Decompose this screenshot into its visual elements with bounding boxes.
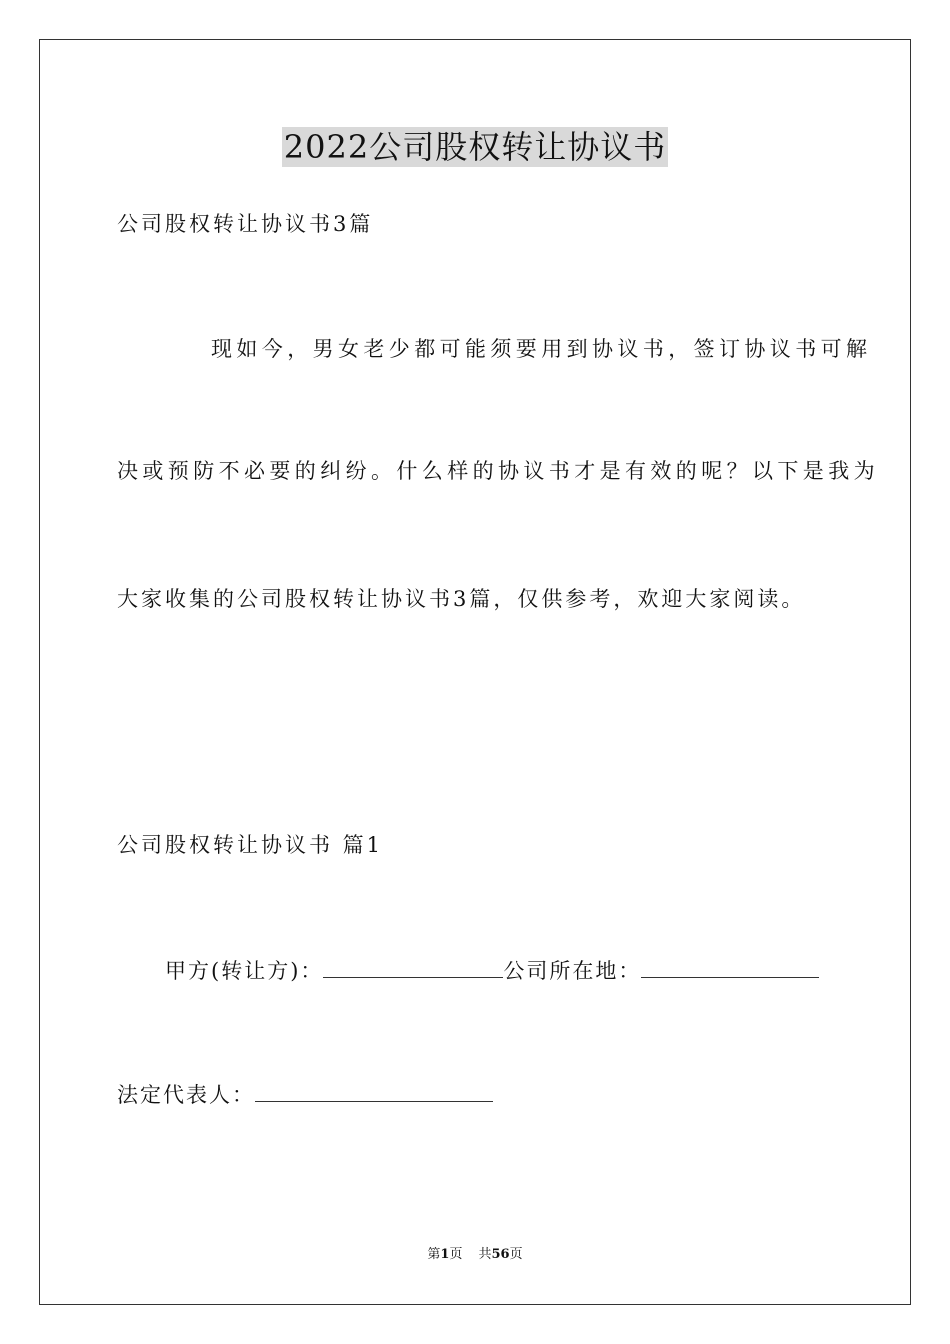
- footer-total-suffix: 页: [509, 1247, 523, 1262]
- legal-representative-row: [117, 1079, 493, 1110]
- footer-page-prefix: 第: [427, 1247, 441, 1262]
- party-a-row: [165, 955, 819, 986]
- party-a-blank-field: [323, 955, 503, 978]
- page-footer: [0, 1246, 950, 1264]
- intro-paragraph-line-3: 大家收集的公司股权转让协议书3篇，仅供参考，欢迎大家阅读。: [117, 587, 806, 611]
- footer-page-suffix: 页: [449, 1247, 463, 1262]
- title-container: [0, 127, 950, 167]
- document-title: 2022公司股权转让协议书: [283, 128, 667, 166]
- legal-representative-blank-field: [255, 1079, 493, 1102]
- footer-total-pages: 56: [491, 1247, 510, 1262]
- document-subtitle: 公司股权转让协议书3篇: [117, 212, 374, 236]
- intro-paragraph-line-1: 现如今，男女老少都可能须要用到协议书，签订协议书可解: [211, 337, 872, 361]
- party-a-label: 甲方(转让方)：: [165, 959, 324, 983]
- section-heading: 公司股权转让协议书 篇1: [117, 833, 384, 857]
- footer-page-number: 1: [440, 1247, 450, 1262]
- legal-representative-label: 法定代表人：: [117, 1083, 255, 1107]
- footer-total-prefix: 共: [478, 1247, 492, 1262]
- intro-paragraph-line-2: 决或预防不必要的纠纷。什么样的协议书才是有效的呢？以下是我为: [117, 459, 879, 483]
- company-location-blank-field: [641, 955, 819, 978]
- company-location-label: 公司所在地：: [503, 959, 642, 983]
